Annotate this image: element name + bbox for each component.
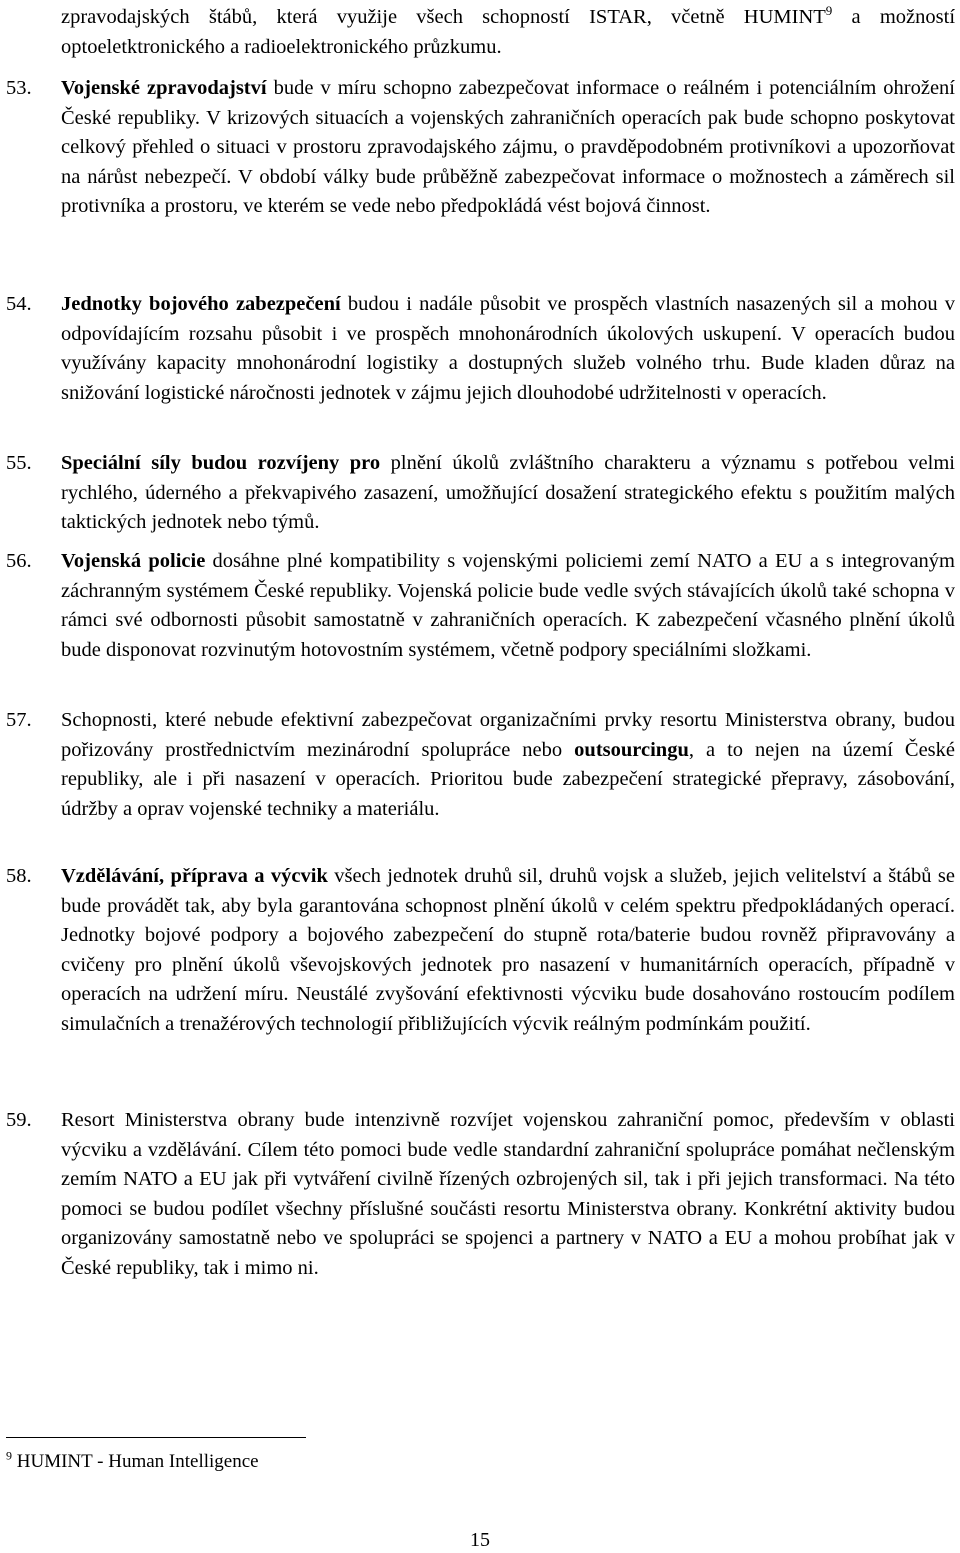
footnote	[6, 1450, 259, 1474]
paragraph-number: 54.	[6, 293, 32, 315]
paragraph-number: 53.	[6, 77, 32, 99]
intro-text-continued: a možností optoeletktronického a radioelektronického průzkumu.	[61, 6, 956, 58]
footnote-reference[interactable]: 9	[825, 3, 833, 19]
paragraph-body	[61, 862, 955, 1039]
paragraph-heading: Vojenská policie	[61, 550, 206, 572]
paragraph-heading: Vzdělávání, příprava a výcvik	[61, 865, 328, 887]
footnote-text: HUMINT - Human Intelligence	[12, 1451, 259, 1472]
paragraph-text: Resort Ministerstva obrany bude intenzivně rozvíjet vojenskou zahraniční pomoc, především v oblasti výcviku a vzdělávání. Cílem této pomoci bude vedle standardní zahraniční spolupráce pomáhat nečlenským zemím NATO a EU jak při vytváření civilně řízených ozbrojených sil, tak i při jejich transformaci. Na této pomoci se budou podílet všechny příslušné součásti resortu Ministerstva obrany. Konkrétní aktivity budou organizovány samostatně nebo ve spolupráci se spojenci a partnery v NATO a EU a mohou probíhat jak v České republiky, tak i mimo ni.	[61, 1109, 955, 1279]
paragraph-body	[61, 706, 955, 824]
intro-paragraph	[61, 3, 955, 62]
paragraph-heading: Jednotky bojového zabezpečení	[61, 293, 341, 315]
footnote-marker: 9	[6, 1448, 12, 1463]
paragraph-text: všech jednotek druhů sil, druhů vojsk a služeb, jejich velitelství a štábů se bude provádět tak, aby byla garantována schopnost plnění úkolů v celém spektru předpokládaných operací. Jednotky bojové podpory a bojového zabezpečení do stupně rota/baterie budou rovněž připravovány a cvičeny pro plnění úkolů vševojskových jednotek pro nasazení v humanitárních operacích, případně v operacích na udržení míru. Neustálé zvyšování efektivnosti výcviku bude dosahováno rostoucím podílem simulačních a trenažérových technologií přibližujících výcvik reálným podmínkám použití.	[61, 865, 955, 1035]
page-number: 15	[470, 1529, 490, 1551]
footnote-separator	[6, 1437, 306, 1438]
paragraph-number: 57.	[6, 709, 32, 731]
paragraph-text: , a to nejen na území České republiky, ale i při nasazení v operacích. Prioritou bude zabezpečení strategické přepravy, zásobování, údržby a oprav vojenské techniky a materiálu.	[61, 738, 955, 820]
paragraph-number: 55.	[6, 452, 32, 474]
paragraph-number: 59.	[6, 1109, 32, 1131]
paragraph-text: plnění úkolů zvláštního charakteru a významu s potřebou velmi rychlého, úderného a překvapivého zasazení, umožňující dosažení strategického efektu s použitím malých taktických jednotek nebo týmů.	[61, 452, 955, 533]
paragraph-body	[61, 290, 955, 408]
paragraph-body	[61, 449, 955, 538]
paragraph-text: dosáhne plné kompatibility s vojenskými policiemi zemí NATO a EU a s integrovaným záchranným systémem České republiky. Vojenská policie bude vedle svých stávajících úkolů také schopna v rámci své odbornosti působit samostatně v zahraničních operacích. K zabezpečení včasného plnění úkolů bude disponovat rozvinutým hotovostním systémem, včetně podpory speciálními složkami.	[61, 550, 955, 661]
paragraph-heading: Vojenské zpravodajství	[61, 77, 267, 99]
paragraph-number: 56.	[6, 550, 32, 572]
paragraph-text: bude v míru schopno zabezpečovat informace o reálném i potenciálním ohrožení České republiky. V krizových situacích a vojenských zahraničních operacích pak bude schopno poskytovat celkový přehled o situaci v prostoru zpravodajského zájmu, o pravděpodobném protivníkovi a upozorňovat na nárůst nebezpečí. V období války bude průběžně zabezpečovat informace o možnostech a záměrech sil protivníka a prostoru, ve kterém se vede nebo předpokládá vést bojová činnost.	[61, 77, 956, 217]
paragraph-body	[61, 547, 955, 665]
paragraph-text-lead: Schopnosti, které nebude efektivní zabezpečovat organizačními prvky resortu Ministerstva obrany, budou pořizovány prostřednictvím mezinárodní spolupráce nebo	[61, 709, 955, 761]
intro-text: zpravodajských štábů, která využije všech schopností ISTAR, včetně HUMINT	[61, 6, 826, 28]
paragraph-keyword: outsourcingu	[574, 738, 689, 761]
paragraph-body	[61, 1106, 955, 1283]
paragraph-text: budou i nadále působit ve prospěch vlastních nasazených sil a mohou v odpovídajícím rozsahu působit i ve prospěch mnohonárodních úkolových uskupení. V operacích budou využívány kapacity mnohonárodní logistiky a dostupných služeb volného trhu. Bude kladen důraz na snižování logistické náročnosti jednotek v zájmu jejich dlouhodobé udržitelnosti v operacích.	[61, 293, 955, 404]
paragraph-heading: Speciální síly budou rozvíjeny pro	[61, 452, 381, 474]
paragraph-number: 58.	[6, 865, 32, 887]
paragraph-body	[61, 74, 955, 222]
